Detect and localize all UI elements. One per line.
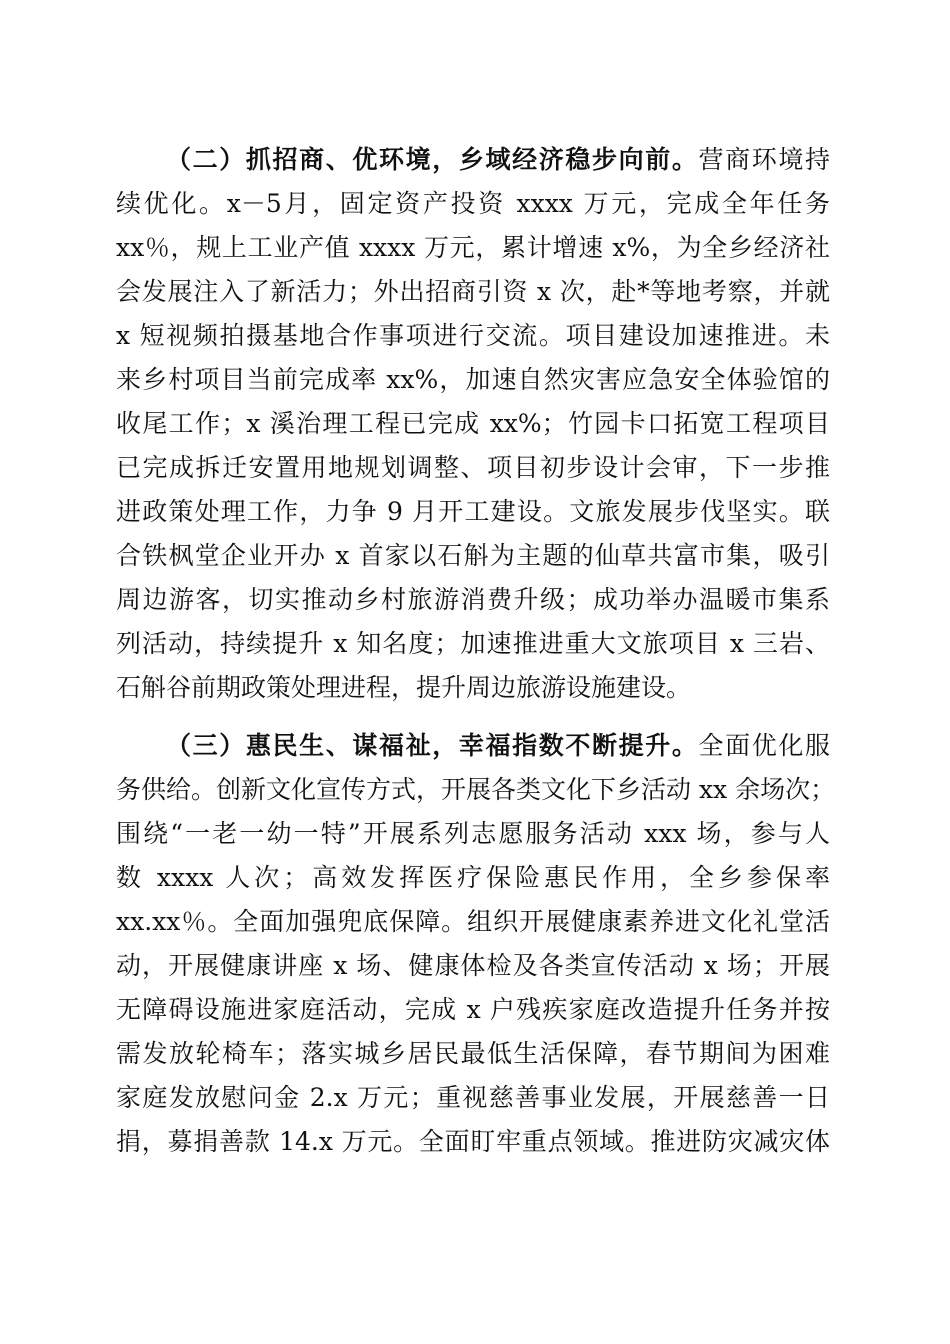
paragraph-first-line: [166, 138, 830, 182]
text-line: 需发放轮椅车；落实城乡居民最低生活保障，春节期间为困难: [116, 1039, 830, 1068]
text-line: 数 xxxx 人次；高效发挥医疗保险惠民作用，全乡参保率: [116, 863, 830, 892]
text-run: 全面优化服: [698, 731, 830, 760]
text-line: 围绕“一老一幼一特”开展系列志愿服务活动 xxx 场，参与人: [116, 819, 830, 848]
text-line: 周边游客，切实推动乡村旅游消费升级；成功举办温暖市集系: [116, 585, 830, 614]
text-line: xx％，规上工业产值 xxxx 万元，累计增速 x%，为全乡经济社: [116, 233, 830, 262]
text-run: 营商环境持: [698, 145, 830, 174]
text-line: 捐，募捐善款 14.x 万元。全面盯牢重点领域。推进防灾减灾体: [116, 1127, 830, 1156]
text-line: 家庭发放慰问金 2.x 万元；重视慈善事业发展，开展慈善一日: [116, 1083, 830, 1112]
paragraph-section-3: [116, 724, 836, 1176]
text-line: 合铁枫堂企业开办 x 首家以石斛为主题的仙草共富市集，吸引: [116, 541, 830, 570]
text-line: 会发展注入了新活力；外出招商引资 x 次，赴*等地考察，并就: [116, 277, 830, 306]
paragraph-section-2: [116, 138, 830, 718]
paragraph-first-line: [166, 724, 830, 768]
text-line: 已完成拆迁安置用地规划调整、项目初步设计会审，下一步推: [116, 453, 830, 482]
text-line: 进政策处理工作，力争 9 月开工建设。文旅发展步伐坚实。联: [116, 497, 830, 526]
text-line: 续优化。x－5月，固定资产投资 xxxx 万元，完成全年任务: [116, 189, 830, 218]
section-heading: （二）抓招商、优环境，乡域经济稳步向前。: [166, 145, 699, 174]
text-line: 列活动，持续提升 x 知名度；加速推进重大文旅项目 x 三岩、: [116, 629, 830, 658]
text-line: 务供给。创新文化宣传方式，开展各类文化下乡活动 xx 余场次；: [116, 775, 836, 804]
text-line: 动，开展健康讲座 x 场、健康体检及各类宣传活动 x 场；开展: [116, 951, 830, 980]
section-heading: （三）惠民生、谋福祉，幸福指数不断提升。: [166, 731, 699, 760]
text-line: 来乡村项目当前完成率 xx%，加速自然灾害应急安全体验馆的: [116, 365, 830, 394]
text-line: 无障碍设施进家庭活动，完成 x 户残疾家庭改造提升任务并按: [116, 995, 830, 1024]
text-line: x 短视频拍摄基地合作事项进行交流。项目建设加速推进。未: [116, 321, 830, 350]
text-line: 收尾工作；x 溪治理工程已完成 xx%；竹园卡口拓宽工程项目: [116, 409, 830, 438]
text-line: xx.xx％。全面加强兜底保障。组织开展健康素养进文化礼堂活: [116, 907, 830, 936]
text-line: 石斛谷前期政策处理进程，提升周边旅游设施建设。: [116, 673, 692, 702]
